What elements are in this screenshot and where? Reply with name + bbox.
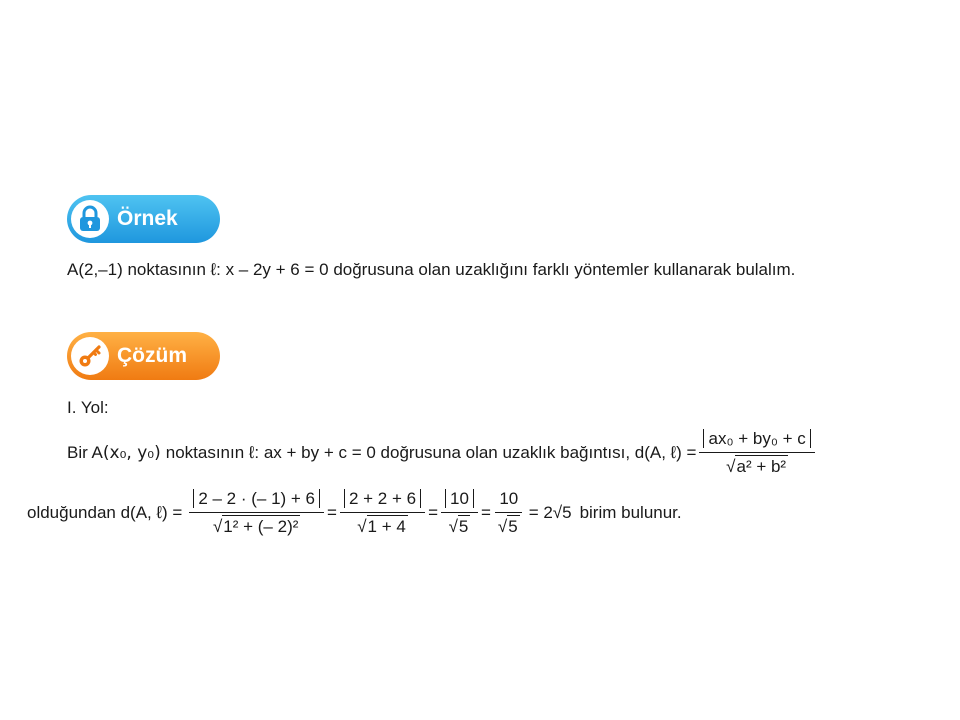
- step4-denominator: 5: [508, 517, 518, 536]
- calculation-line: olduğundan d(A, ℓ) = 2 – 2 · (– 1) + 6 √ 1² + (– 2)² = 2 + 2 + 6 √ 1 + 4 = 10 √ 5 = 10 √ 5 = 2√5 birim bulunur.: [27, 489, 682, 536]
- method-title: I. Yol:: [67, 398, 109, 417]
- example-question: A(2,–1) noktasının ℓ: x – 2y + 6 = 0 doğrusuna olan uzaklığını farklı yöntemler kullanarak bulalım.: [67, 260, 796, 279]
- formula-fraction: ax₀ + by₀ + c √ a² + b²: [699, 428, 814, 478]
- formula-intro-2: noktasının ℓ: ax + by + c = 0 doğrusuna olan uzaklık bağıntısı, d(A, ℓ) =: [165, 443, 697, 462]
- formula-numerator: ax₀ + by₀ + c: [703, 429, 810, 448]
- step2-fraction: 2 + 2 + 6 √ 1 + 4: [340, 488, 425, 538]
- step3-denominator: 5: [458, 517, 469, 536]
- formula-denominator: a² + b²: [736, 457, 787, 476]
- calc-prefix: olduğundan d(A, ℓ) =: [27, 503, 183, 522]
- step2-denominator: 1 + 4: [367, 517, 406, 536]
- formula-intro-1: Bir A: [67, 443, 103, 462]
- example-badge-label: Örnek: [117, 207, 178, 230]
- result-suffix: birim bulunur.: [579, 503, 682, 522]
- step1-fraction: 2 – 2 · (– 1) + 6 √ 1² + (– 2)²: [189, 488, 324, 538]
- solution-badge: [67, 332, 220, 380]
- step1-denominator: 1² + (– 2)²: [223, 517, 299, 536]
- solution-badge-label: Çözüm: [117, 344, 187, 367]
- distance-formula-line: [67, 428, 818, 478]
- step4-fraction: 10 √ 5: [494, 488, 524, 538]
- formula-point: (x₀, y₀): [102, 443, 161, 463]
- step1-numerator: 2 – 2 · (– 1) + 6: [193, 489, 320, 508]
- step3-numerator: 10: [445, 489, 474, 508]
- example-badge: [67, 195, 220, 243]
- result: = 2√5: [528, 503, 572, 522]
- step4-numerator: 10: [495, 488, 522, 513]
- lock-icon: [71, 200, 109, 238]
- key-icon: [71, 337, 109, 375]
- step2-numerator: 2 + 2 + 6: [344, 489, 421, 508]
- step3-fraction: 10 √ 5: [441, 488, 478, 538]
